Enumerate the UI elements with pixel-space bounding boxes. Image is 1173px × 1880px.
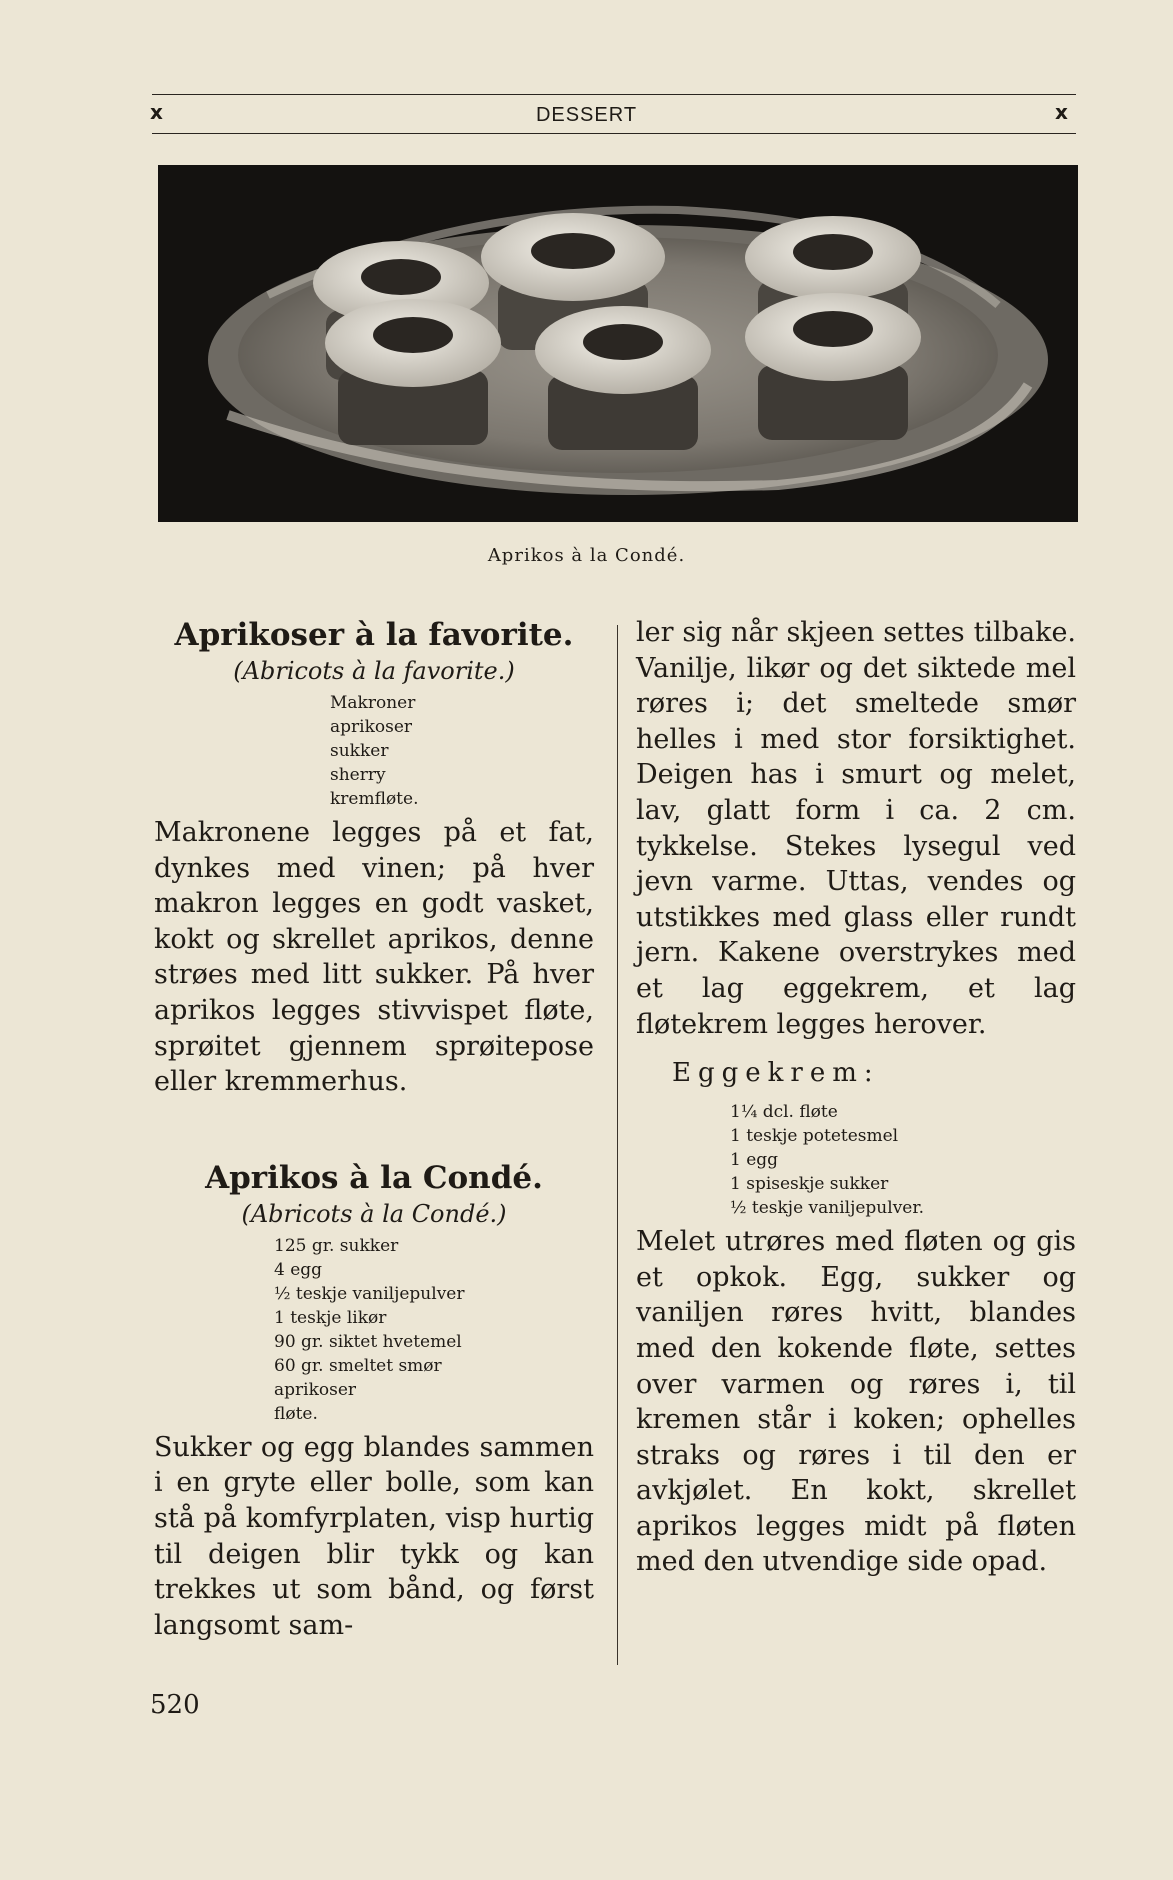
ingredient-item: sukker [330,741,389,761]
ingredient-item: 1¼ dcl. fløte [730,1102,838,1123]
ingredient-item: fløte. [274,1403,318,1424]
ingredient-item: ½ teskje vaniljepulver [274,1283,465,1304]
recipe-title: Aprikos à la Condé. [205,1159,543,1196]
ingredient-item: sherry [330,765,386,785]
ingredient-item: 4 egg [274,1259,323,1280]
recipe-subtitle: (Abricots à la favorite.) [233,657,515,685]
dessert-photo [158,165,1078,522]
header-rule-bottom [152,133,1076,134]
ingredient-item: 90 gr. siktet hvetemel [274,1331,462,1352]
right-column [636,615,1076,1580]
ingredient-item: aprikoser [330,717,413,737]
recipe-instructions: Makronene legges på et fat, dynkes med vinen; på hver makron legges en godt vasket, kokt og skrellet aprikos, denne strøes med litt sukker. På hver aprikos legges stivvispet fløte, sprøitet gjennem sprøitepose eller kremmerhus. [154,817,594,1098]
recipe-subtitle: (Abricots à la Condé.) [241,1199,507,1228]
recipe-instructions-continued: ler sig når skjeen settes tilbake. Vanilje, likør og det siktede mel røres i; det smeltede smør helles i med stor forsiktighet. Deigen has i smurt og melet, lav, glatt form i ca. 2 cm. tykkelse. Stekes lysegul ved jevn varme. Uttas, vendes og utstikkes med glass eller rundt jern. Kakene overstrykes med et lag eggekrem, et lag fløtekrem legges herover. [636,617,1076,1040]
ingredient-item: 1 teskje potetesmel [730,1126,899,1147]
ingredient-item: 125 gr. sukker [274,1235,399,1256]
ingredient-item: 1 spiseskje sukker [730,1174,889,1195]
ingredient-list [730,1100,1076,1220]
ingredient-item: kremfløte. [330,789,419,809]
ingredient-list [274,1234,594,1426]
header-ornament-right: x [1055,100,1068,124]
eggekrem-instructions: Melet utrøres med fløten og gis et opkok. Egg, sukker og vaniljen røres hvitt, blandes med den kokende fløte, settes over varmen og røres i, til kremen står i koken; ophelles straks og røres i til den er avkjølet. En kokt, skrellet aprikos legges midt på fløten med den utvendige side opad. [636,1226,1076,1578]
recipe-title: Aprikoser à la favorite. [174,617,574,653]
header-ornament-left: x [150,100,163,124]
column-divider [617,625,618,1665]
ingredient-list [330,691,594,811]
page-number: 520 [150,1690,200,1720]
ingredient-item: 1 egg [730,1150,779,1171]
running-header: DESSERT [535,104,638,126]
ingredient-item: aprikoser [274,1379,357,1400]
recipe-instructions: Sukker og egg blandes sammen i en gryte eller bolle, som kan stå på komfyrplaten, visp hurtig til deigen blir tykk og kan trekkes ut som bånd, og først langsomt sam- [154,1431,594,1641]
ingredient-item: Makroner [330,693,416,713]
sub-heading: Eggekrem: [672,1058,880,1089]
header-rule-top [152,94,1076,95]
ingredient-item: ½ teskje vaniljepulver. [730,1198,925,1219]
left-column [154,615,594,1643]
photo-caption: Aprikos à la Condé. [487,545,686,566]
ingredient-item: 60 gr. smeltet smør [274,1355,442,1376]
ingredient-item: 1 teskje likør [274,1307,387,1328]
